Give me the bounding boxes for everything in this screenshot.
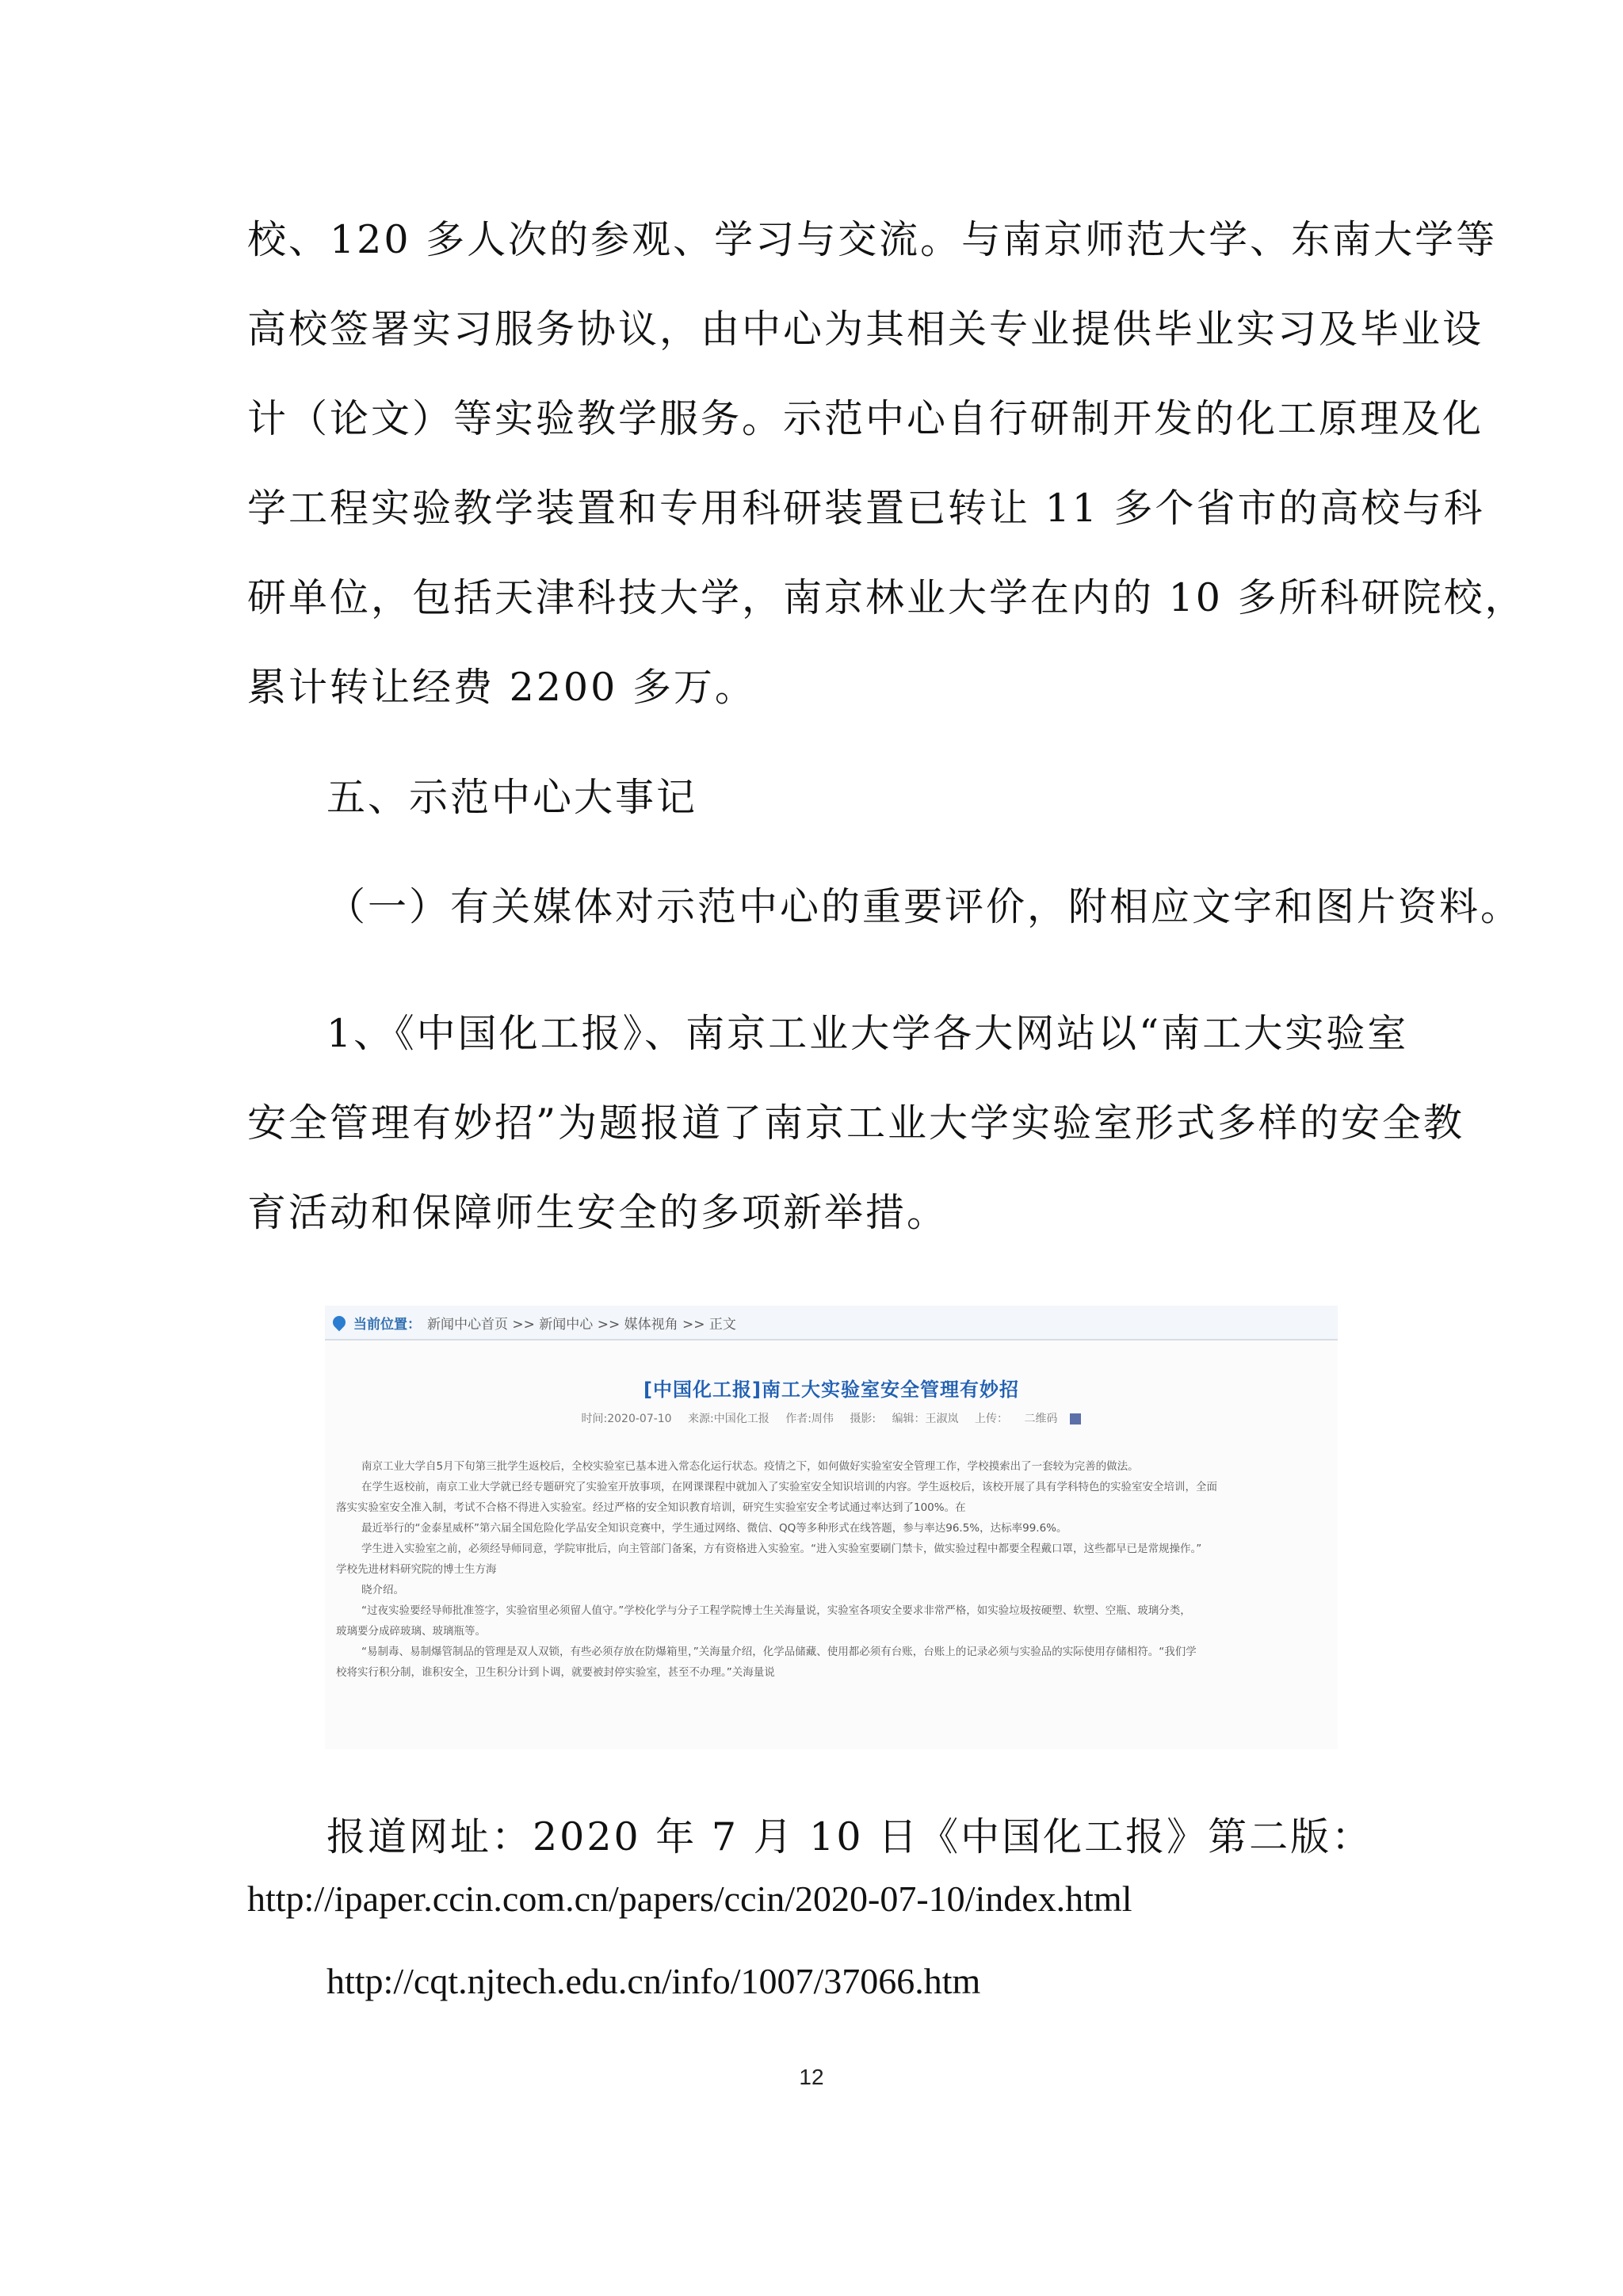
body-paragraph-1 [247, 195, 1526, 732]
meta-editor: 编辑：王淑岚 [892, 1413, 959, 1425]
article-line: 落实实验室安全准入制，考试不合格不得进入实验室。经过严格的安全知识教育培训，研究生实验室安全考试通过率达到了100%。在 [336, 1501, 966, 1514]
article-line: 南京工业大学自5月下旬第三批学生返校后，全校实验室已基本进入常态化运行状态。疫情之下，如何做好实验室安全管理工作，学校摸索出了一套较为完善的做法。 [361, 1460, 1139, 1473]
breadcrumb [325, 1306, 1338, 1341]
article-line: 晓介绍。 [361, 1584, 404, 1596]
section-heading: 五、示范中心大事记 [327, 775, 698, 820]
report-url-njtech[interactable]: http://cqt.njtech.edu.cn/info/1007/37066.htm [327, 1961, 981, 2001]
breadcrumb-label: 当前位置： [353, 1316, 421, 1333]
text-line: 学工程实验教学装置和专用科研装置已转让 11 多个省市的高校与科 [247, 486, 1485, 531]
text-line: 高校签署实习服务协议，由中心为其相关专业提供毕业实习及毕业设 [247, 307, 1484, 352]
meta-date: 时间:2020-07-10 [581, 1413, 672, 1425]
article-line: 学生进入实验室之前，必须经导师同意，学院审批后，向主管部门备案，方有资格进入实验室。“进入实验室要刷门禁卡，做实验过程中都要全程戴口罩，这些都早已是常规操作。” [361, 1543, 1202, 1555]
article-line: 最近举行的“金泰星威杯”第六届全国危险化学品安全知识竞赛中，学生通过网络、微信、QQ等多种形式在线答题，参与率达96.5%，达标率99.6%。 [361, 1522, 1067, 1535]
report-link-label: 报道网址：2020 年 7 月 10 日《中国化工报》第二版： [327, 1814, 1373, 1859]
meta-source: 来源:中国化工报 [688, 1413, 769, 1425]
text-line: 累计转让经费 2200 多万。 [247, 665, 756, 710]
subsection-heading: （一）有关媒体对示范中心的重要评价，附相应文字和图片资料。 [327, 884, 1522, 929]
meta-qr-label: 二维码 [1024, 1413, 1058, 1425]
text-line: 计（论文）等实验教学服务。示范中心自行研制开发的化工原理及化 [247, 396, 1484, 441]
text-line: 育活动和保障师生安全的多项新举措。 [247, 1190, 949, 1235]
page-number: 12 [799, 2065, 824, 2089]
text-line: 安全管理有妙招”为题报道了南京工业大学实验室形式多样的安全教 [247, 1100, 1465, 1146]
embedded-news-screenshot [325, 1306, 1338, 1749]
breadcrumb-path[interactable]: 新闻中心首页 >> 新闻中心 >> 媒体视角 >> 正文 [427, 1316, 736, 1333]
article-line: 校将实行积分制，谁积安全，卫生积分计到卜调，就要被封停实验室，甚至不办理。”关海量说 [336, 1666, 775, 1679]
article-line: 在学生返校前，南京工业大学就已经专题研究了实验室开放事项，在网课课程中就加入了实验室安全知识培训的内容。学生返校后，该校开展了具有学科特色的实验室安全培训，全面 [361, 1481, 1217, 1493]
article-line: 玻璃要分成碎玻璃、玻璃瓶等。 [336, 1625, 486, 1638]
qr-code-icon[interactable] [1070, 1413, 1081, 1425]
article-title: [中国化工报]南工大实验室安全管理有妙招 [643, 1379, 1019, 1401]
text-line: 1、《中国化工报》、南京工业大学各大网站以“南工大实验室 [327, 1011, 1409, 1056]
article-line: 学校先进材料研究院的博士生方海 [336, 1563, 497, 1576]
meta-uploader: 上传： [975, 1413, 1009, 1425]
text-line: 研单位，包括天津科技大学，南京林业大学在内的 10 多所科研院校， [247, 575, 1526, 620]
meta-photo: 摄影: [850, 1413, 876, 1425]
body-paragraph-2 [247, 989, 1465, 1257]
meta-author: 作者:周伟 [785, 1413, 834, 1425]
location-pin-icon [330, 1314, 349, 1332]
article-line: “过夜实验要经导师批准签字，实验宿里必须留人值守。”学校化学与分子工程学院博士生关海量说，实验室各项安全要求非常严格，如实验垃圾按硬塑、软塑、空瓶、玻璃分类， [361, 1604, 1191, 1617]
text-line: 校、120 多人次的参观、学习与交流。与南京师范大学、东南大学等 [247, 217, 1498, 262]
article-line: “易制毒、易制爆管制品的管理是双人双锁，有些必须存放在防爆箱里，”关海量介绍，化学品储藏、使用都必须有台账，台账上的记录必须与实验品的实际使用存储相符。“我们学 [361, 1646, 1197, 1658]
article-body [336, 1456, 1327, 1683]
article-meta [325, 1410, 1338, 1426]
report-url-ccin[interactable]: http://ipaper.ccin.com.cn/papers/ccin/2020-07-10/index.html [247, 1878, 1132, 1919]
